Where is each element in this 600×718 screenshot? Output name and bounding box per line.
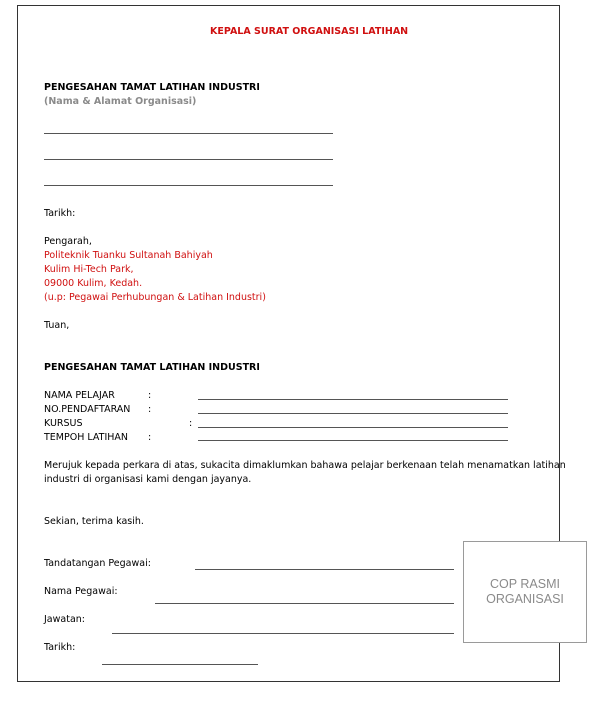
field-line-student-name[interactable]: [198, 399, 508, 400]
field-label-training-period: TEMPOH LATIHAN: [44, 432, 128, 443]
organisation-subtitle: (Nama & Alamat Organisasi): [44, 96, 197, 107]
organisation-line-2[interactable]: [44, 159, 333, 160]
letterhead-title: KEPALA SURAT ORGANISASI LATIHAN: [210, 26, 409, 37]
officer-name-label: Nama Pegawai:: [44, 586, 118, 597]
position-label: Jawatan:: [44, 614, 85, 625]
recipient-line: (u.p: Pegawai Perhubungan & Latihan Industri): [44, 292, 266, 303]
field-colon: :: [148, 432, 152, 443]
field-colon: :: [189, 418, 193, 429]
field-label-course: KURSUS: [44, 418, 83, 429]
field-colon: :: [148, 390, 152, 401]
organisation-line-3[interactable]: [44, 185, 333, 186]
field-colon: :: [148, 404, 152, 415]
recipient-salutation: Pengarah,: [44, 236, 92, 247]
date-label: Tarikh:: [44, 208, 76, 219]
field-label-student-name: NAMA PELAJAR: [44, 390, 115, 401]
recipient-line: 09000 Kulim, Kedah.: [44, 278, 143, 289]
signature-label: Tandatangan Pegawai:: [44, 558, 151, 569]
position-line[interactable]: [112, 633, 454, 634]
closing-text: Sekian, terima kasih.: [44, 516, 144, 527]
signature-date-line[interactable]: [102, 664, 258, 665]
section-title-confirmation: PENGESAHAN TAMAT LATIHAN INDUSTRI: [44, 362, 260, 373]
section-title-organisation: PENGESAHAN TAMAT LATIHAN INDUSTRI: [44, 82, 260, 93]
signature-line[interactable]: [195, 569, 454, 570]
officer-name-line[interactable]: [155, 603, 454, 604]
field-line-course[interactable]: [198, 427, 508, 428]
field-line-registration-no[interactable]: [198, 413, 508, 414]
greeting: Tuan,: [44, 320, 70, 331]
stamp-text-line-1: COP RASMI: [490, 577, 560, 591]
field-label-registration-no: NO.PENDAFTARAN: [44, 404, 131, 415]
signature-date-label: Tarikh:: [44, 642, 76, 653]
recipient-line: Kulim Hi-Tech Park,: [44, 264, 134, 275]
stamp-text-line-2: ORGANISASI: [486, 592, 564, 606]
body-text-line-1: Merujuk kepada perkara di atas, sukacita dimaklumkan bahawa pelajar berkenaan telah menamatkan latihan: [44, 460, 566, 471]
organisation-line-1[interactable]: [44, 133, 333, 134]
field-line-training-period[interactable]: [198, 440, 508, 441]
official-stamp-box: [463, 541, 587, 643]
body-text-line-2: industri di organisasi kami dengan jayanya.: [44, 474, 252, 485]
recipient-line: Politeknik Tuanku Sultanah Bahiyah: [44, 250, 213, 261]
